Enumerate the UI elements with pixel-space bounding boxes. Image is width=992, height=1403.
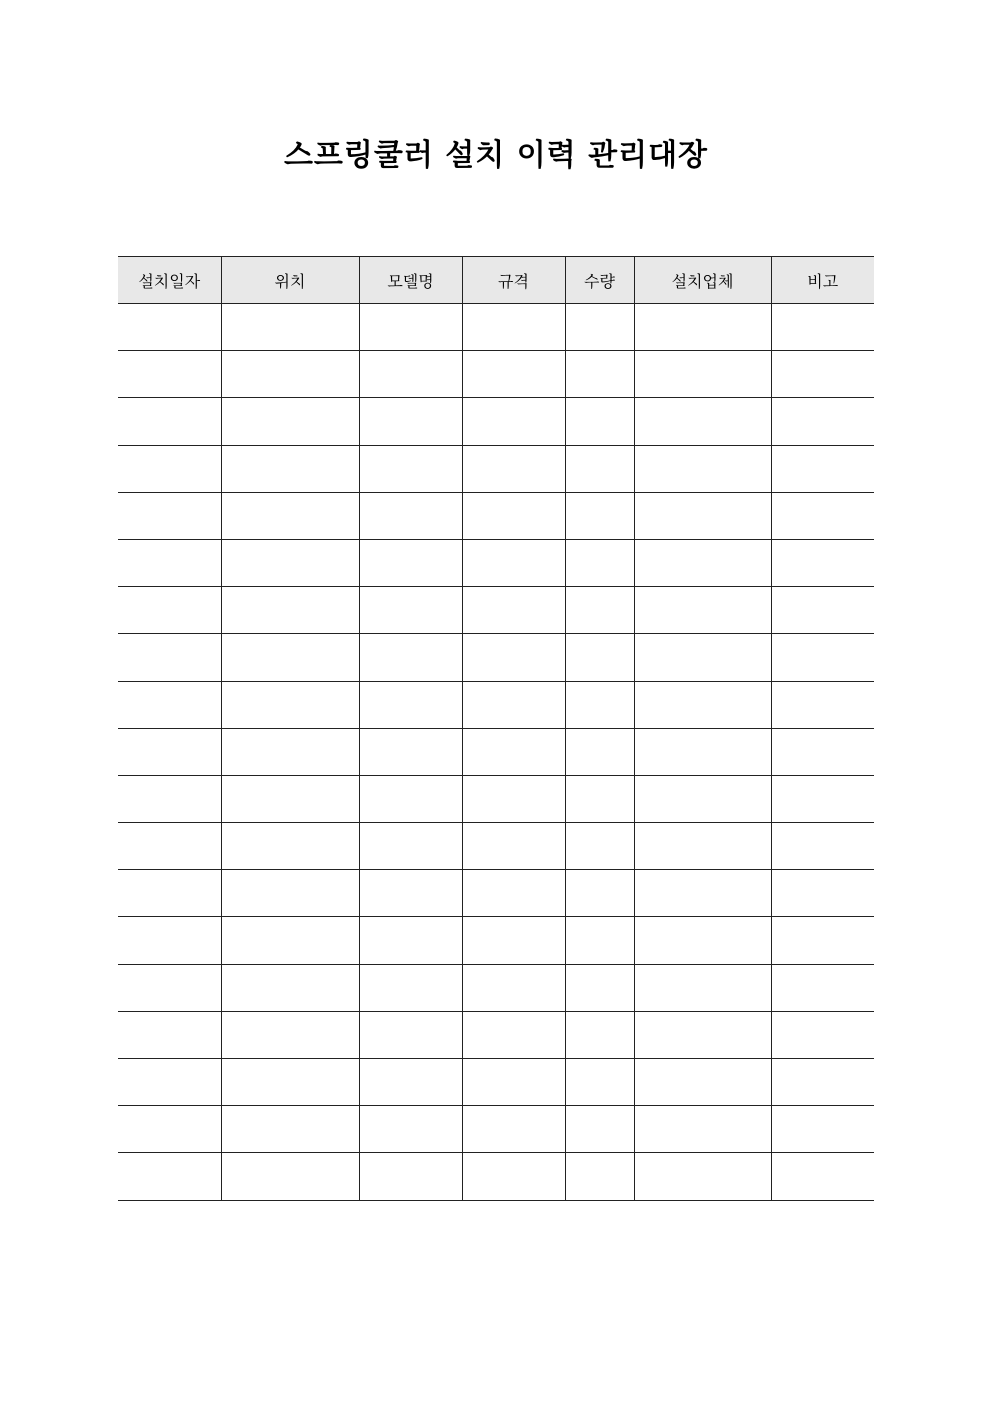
installer-cell xyxy=(634,823,771,870)
specification-cell xyxy=(462,775,565,822)
model-name-cell xyxy=(359,1106,462,1153)
model-name-cell xyxy=(359,492,462,539)
installer-cell xyxy=(634,870,771,917)
quantity-cell xyxy=(565,917,634,964)
specification-cell xyxy=(462,1011,565,1058)
specification-cell xyxy=(462,728,565,775)
model-name-cell xyxy=(359,1059,462,1106)
remarks-cell xyxy=(771,398,874,445)
specification-cell xyxy=(462,304,565,351)
table-row xyxy=(118,539,874,586)
table-row xyxy=(118,587,874,634)
location-cell xyxy=(221,587,359,634)
model-name-cell xyxy=(359,1153,462,1200)
install-date-cell xyxy=(118,492,221,539)
model-name-cell xyxy=(359,1011,462,1058)
specification-cell xyxy=(462,964,565,1011)
specification-cell xyxy=(462,1153,565,1200)
quantity-cell xyxy=(565,964,634,1011)
installer-cell xyxy=(634,1153,771,1200)
remarks-cell xyxy=(771,539,874,586)
model-name-cell xyxy=(359,775,462,822)
document-title: 스프링쿨러 설치 이력 관리대장 xyxy=(283,138,709,173)
table-row xyxy=(118,917,874,964)
table-row xyxy=(118,681,874,728)
table-row xyxy=(118,964,874,1011)
location-cell xyxy=(221,775,359,822)
installer-cell xyxy=(634,1059,771,1106)
remarks-cell xyxy=(771,304,874,351)
specification-cell xyxy=(462,492,565,539)
install-date-cell xyxy=(118,775,221,822)
quantity-cell xyxy=(565,634,634,681)
quantity-cell xyxy=(565,304,634,351)
specification-cell xyxy=(462,1106,565,1153)
table-row xyxy=(118,823,874,870)
model-name-cell xyxy=(359,728,462,775)
installer-cell xyxy=(634,351,771,398)
location-cell xyxy=(221,1011,359,1058)
table-row xyxy=(118,634,874,681)
installer-cell xyxy=(634,1011,771,1058)
table-row xyxy=(118,775,874,822)
install-date-cell xyxy=(118,964,221,1011)
install-date-cell xyxy=(118,870,221,917)
location-cell xyxy=(221,445,359,492)
location-cell xyxy=(221,539,359,586)
remarks-cell xyxy=(771,1059,874,1106)
remarks-cell xyxy=(771,445,874,492)
installer-cell xyxy=(634,304,771,351)
install-date-cell xyxy=(118,539,221,586)
remarks-cell xyxy=(771,964,874,1011)
column-header-model-name: 모델명 xyxy=(359,257,462,304)
quantity-cell xyxy=(565,1153,634,1200)
install-date-cell xyxy=(118,445,221,492)
model-name-cell xyxy=(359,398,462,445)
table-row xyxy=(118,304,874,351)
location-cell xyxy=(221,681,359,728)
install-date-cell xyxy=(118,728,221,775)
quantity-cell xyxy=(565,728,634,775)
quantity-cell xyxy=(565,492,634,539)
location-cell xyxy=(221,398,359,445)
location-cell xyxy=(221,492,359,539)
column-header-location: 위치 xyxy=(221,257,359,304)
remarks-cell xyxy=(771,870,874,917)
model-name-cell xyxy=(359,539,462,586)
model-name-cell xyxy=(359,445,462,492)
specification-cell xyxy=(462,398,565,445)
table-row xyxy=(118,1059,874,1106)
specification-cell xyxy=(462,445,565,492)
location-cell xyxy=(221,351,359,398)
table-row xyxy=(118,445,874,492)
column-header-specification: 규격 xyxy=(462,257,565,304)
location-cell xyxy=(221,1153,359,1200)
specification-cell xyxy=(462,634,565,681)
install-date-cell xyxy=(118,1059,221,1106)
remarks-cell xyxy=(771,587,874,634)
installer-cell xyxy=(634,398,771,445)
quantity-cell xyxy=(565,775,634,822)
model-name-cell xyxy=(359,964,462,1011)
remarks-cell xyxy=(771,728,874,775)
remarks-cell xyxy=(771,775,874,822)
model-name-cell xyxy=(359,304,462,351)
column-header-remarks: 비고 xyxy=(771,257,874,304)
quantity-cell xyxy=(565,445,634,492)
location-cell xyxy=(221,870,359,917)
model-name-cell xyxy=(359,634,462,681)
installer-cell xyxy=(634,681,771,728)
install-date-cell xyxy=(118,351,221,398)
column-header-install-date: 설치일자 xyxy=(118,257,221,304)
installer-cell xyxy=(634,539,771,586)
installer-cell xyxy=(634,492,771,539)
model-name-cell xyxy=(359,870,462,917)
quantity-cell xyxy=(565,1011,634,1058)
installation-history-table xyxy=(118,256,874,1201)
location-cell xyxy=(221,728,359,775)
remarks-cell xyxy=(771,823,874,870)
location-cell xyxy=(221,917,359,964)
model-name-cell xyxy=(359,351,462,398)
table-row xyxy=(118,492,874,539)
specification-cell xyxy=(462,823,565,870)
specification-cell xyxy=(462,1059,565,1106)
model-name-cell xyxy=(359,681,462,728)
install-date-cell xyxy=(118,681,221,728)
quantity-cell xyxy=(565,1106,634,1153)
table-row xyxy=(118,1153,874,1200)
installer-cell xyxy=(634,775,771,822)
remarks-cell xyxy=(771,351,874,398)
column-header-quantity: 수량 xyxy=(565,257,634,304)
model-name-cell xyxy=(359,823,462,870)
location-cell xyxy=(221,823,359,870)
remarks-cell xyxy=(771,681,874,728)
table-row xyxy=(118,728,874,775)
install-date-cell xyxy=(118,304,221,351)
specification-cell xyxy=(462,917,565,964)
install-date-cell xyxy=(118,823,221,870)
model-name-cell xyxy=(359,587,462,634)
installer-cell xyxy=(634,587,771,634)
remarks-cell xyxy=(771,1011,874,1058)
quantity-cell xyxy=(565,823,634,870)
install-date-cell xyxy=(118,634,221,681)
table-row xyxy=(118,870,874,917)
table-row xyxy=(118,351,874,398)
installer-cell xyxy=(634,964,771,1011)
installer-cell xyxy=(634,1106,771,1153)
remarks-cell xyxy=(771,1153,874,1200)
specification-cell xyxy=(462,587,565,634)
installer-cell xyxy=(634,445,771,492)
install-date-cell xyxy=(118,587,221,634)
table-body xyxy=(118,304,874,1201)
table-row xyxy=(118,1011,874,1058)
table-row xyxy=(118,398,874,445)
column-header-installer: 설치업체 xyxy=(634,257,771,304)
header-row xyxy=(118,257,874,304)
quantity-cell xyxy=(565,681,634,728)
quantity-cell xyxy=(565,587,634,634)
quantity-cell xyxy=(565,398,634,445)
remarks-cell xyxy=(771,1106,874,1153)
specification-cell xyxy=(462,681,565,728)
installer-cell xyxy=(634,634,771,681)
remarks-cell xyxy=(771,492,874,539)
quantity-cell xyxy=(565,1059,634,1106)
location-cell xyxy=(221,634,359,681)
remarks-cell xyxy=(771,917,874,964)
location-cell xyxy=(221,1059,359,1106)
model-name-cell xyxy=(359,917,462,964)
install-date-cell xyxy=(118,1153,221,1200)
install-date-cell xyxy=(118,917,221,964)
installer-cell xyxy=(634,917,771,964)
location-cell xyxy=(221,1106,359,1153)
specification-cell xyxy=(462,539,565,586)
location-cell xyxy=(221,304,359,351)
location-cell xyxy=(221,964,359,1011)
specification-cell xyxy=(462,351,565,398)
quantity-cell xyxy=(565,870,634,917)
quantity-cell xyxy=(565,539,634,586)
install-date-cell xyxy=(118,1011,221,1058)
install-date-cell xyxy=(118,1106,221,1153)
table-row xyxy=(118,1106,874,1153)
installer-cell xyxy=(634,728,771,775)
remarks-cell xyxy=(771,634,874,681)
install-date-cell xyxy=(118,398,221,445)
quantity-cell xyxy=(565,351,634,398)
specification-cell xyxy=(462,870,565,917)
